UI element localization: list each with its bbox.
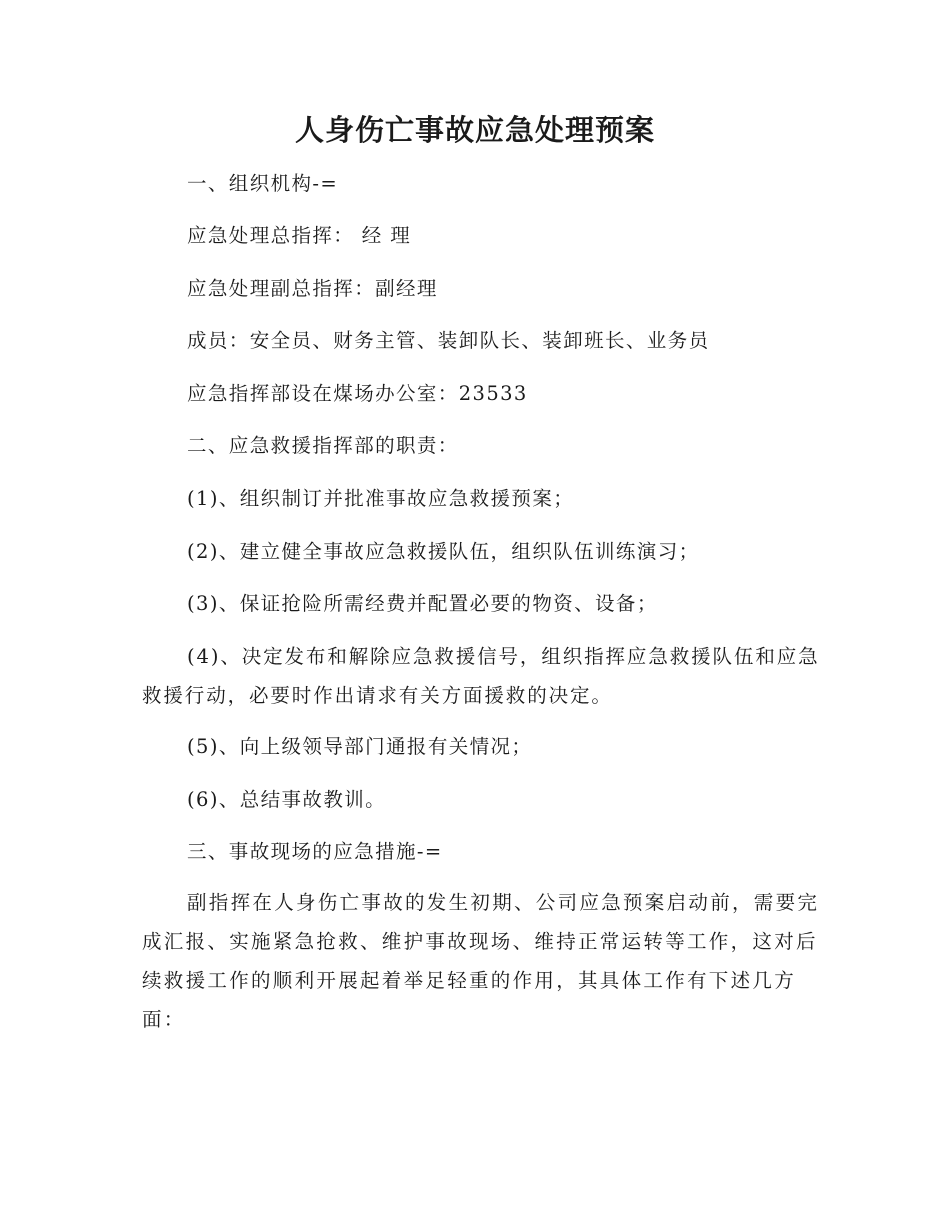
list-item-duty-4: (4)、决定发布和解除应急救援信号，组织指挥应急救援队伍和应急救援行动，必要时作出请求有关方面援救的决定。: [142, 645, 820, 707]
section-heading-organization: 一、组织机构-=: [187, 172, 339, 195]
list-item-duty-2: (2)、建立健全事故应急救援队伍，组织队伍训练演习；: [187, 540, 700, 563]
list-item-duty-6: (6)、总结事故教训。: [187, 788, 387, 811]
document-title: 人身伤亡事故应急处理预案: [294, 113, 655, 147]
paragraph-deputy-commander: 应急处理副总指挥：副经理: [187, 277, 438, 300]
paragraph-commander: 应急处理总指挥： 经 理: [187, 224, 412, 247]
paragraph-members: 成员：安全员、财务主管、装卸队长、装卸班长、业务员: [187, 329, 710, 352]
list-item-duty-3: (3)、保证抢险所需经费并配置必要的物资、设备；: [187, 592, 658, 615]
paragraph-onsite-measures: 副指挥在人身伤亡事故的发生初期、公司应急预案启动前，需要完成汇报、实施紧急抢救、维护事故现场、维持正常运转等工作，这对后续救援工作的顺利开展起着举足轻重的作用，其具体工作有下述几方面：: [142, 891, 820, 1031]
paragraph-command-office: 应急指挥部设在煤场办公室：23533: [187, 382, 528, 405]
list-item-duty-5: (5)、向上级领导部门通报有关情况；: [187, 735, 533, 758]
list-item-duty-1: (1)、组织制订并批准事故应急救援预案；: [187, 487, 575, 510]
section-heading-duties: 二、应急救援指挥部的职责：: [187, 434, 459, 457]
section-heading-onsite-measures: 三、事故现场的应急措施-=: [187, 840, 443, 863]
